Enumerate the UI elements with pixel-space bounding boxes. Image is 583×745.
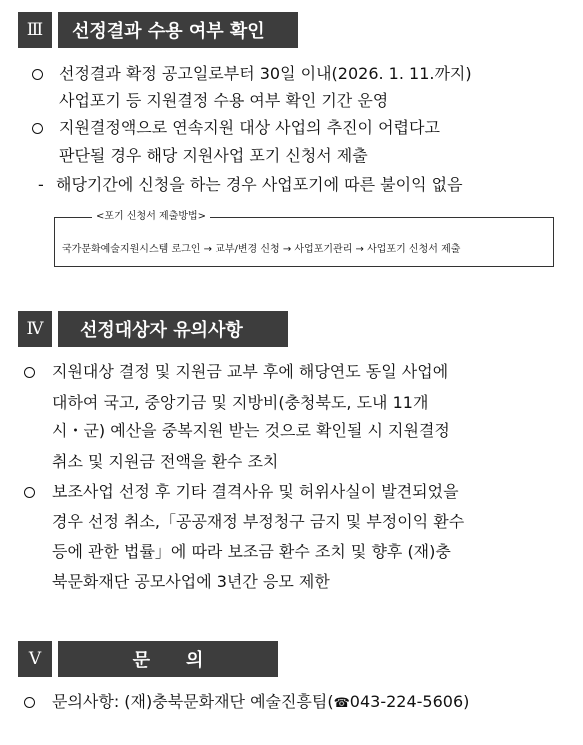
section-4-item-2-line-3: 등에 관한 법률」에 따라 보조금 환수 조치 및 향후 (재)충 [52,542,451,561]
section-5-number: Ⅴ [18,641,52,677]
dash-mark: - [38,175,44,194]
bullet-icon [24,487,35,498]
section-4-item-1-line-2: 대하여 국고, 중앙기금 및 지방비(충청북도, 도내 11개 [52,393,429,412]
section-4-item-1-line-3: 시・군) 예산을 중복지원 받는 것으로 확인될 시 지원결정 [52,421,450,440]
section-4-title: 선정대상자 유의사항 [58,311,288,347]
contact-info [52,692,469,714]
section-4-item-2-line-1: 보조사업 선정 후 기타 결격사유 및 허위사실이 발견되었을 [52,482,459,501]
section-3-title: 선정결과 수용 여부 확인 [58,12,298,48]
section-5-title: 문 의 [58,641,278,677]
section-3-item-2-line-1: 지원결정액으로 연속지원 대상 사업의 추진이 어렵다고 [59,118,440,137]
phone-icon: ☎ [333,696,350,711]
section-4-item-1-line-4: 취소 및 지원금 전액을 환수 조치 [52,452,279,471]
section-3-header [18,12,298,48]
submission-method-box [54,217,554,267]
submission-method-title: <포기 신청서 제출방법> [92,210,210,224]
bullet-icon [24,367,35,378]
bullet-icon [24,697,35,708]
contact-label: 문의사항: (재)충북문화재단 예술진흥팀( [52,692,334,711]
contact-phone: 043-224-5606) [349,692,470,711]
section-4-item-2-line-4: 북문화재단 공모사업에 3년간 응모 제한 [52,572,330,591]
section-3-item-1-line-1: 선정결과 확정 공고일로부터 30일 이내(2026. 1. 11.까지) [59,64,472,83]
bullet-icon [32,123,43,134]
section-3-note: 해당기간에 신청을 하는 경우 사업포기에 따른 불이익 없음 [56,175,463,194]
section-3-item-2-line-2: 판단될 경우 해당 지원사업 포기 신청서 제출 [59,146,368,165]
section-3-number: Ⅲ [18,12,52,48]
section-5-header [18,641,278,677]
submission-method-steps: 국가문화예술지원시스템 로그인 → 교부/변경 신청 → 사업포기관리 → 사업포기 신청서 제출 [62,244,461,255]
section-3-item-1-line-2: 사업포기 등 지원결정 수용 여부 확인 기간 운영 [59,91,389,110]
section-4-item-1-line-1: 지원대상 결정 및 지원금 교부 후에 해당연도 동일 사업에 [52,362,449,381]
section-4-number: Ⅳ [18,311,52,347]
section-4-item-2-line-2: 경우 선정 취소,「공공재정 부정청구 금지 및 부정이익 환수 [52,512,465,531]
bullet-icon [32,69,43,80]
section-4-header [18,311,288,347]
